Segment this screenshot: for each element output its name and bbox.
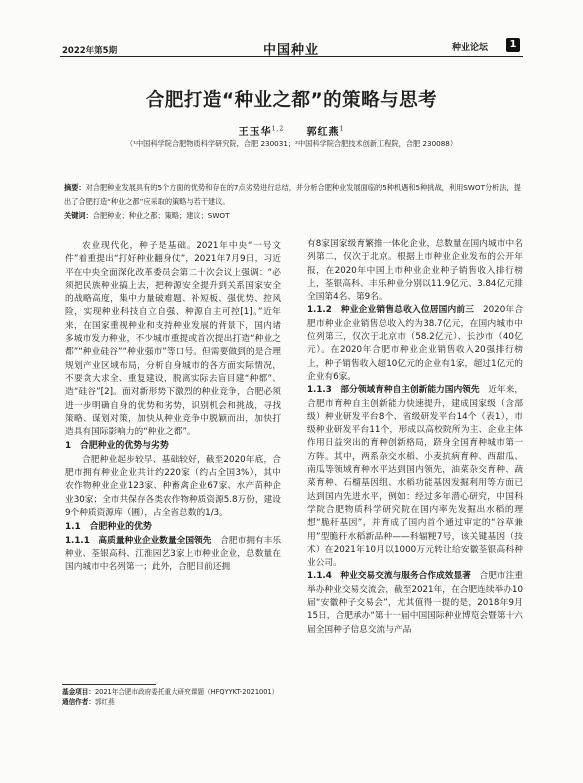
body-text: 合肥市拥有丰乐种业、荃银高科、江淮园艺3家上市种业企业，总数量在国内城市中名列第一；此外，合肥目前还拥 [65,535,282,573]
subsection-heading: 1.1 合肥种业的优势 [65,522,152,533]
corresponding-text: 郭红燕 [94,698,115,706]
journal-name: 中国种业 [263,43,320,58]
abstract-block [64,181,522,223]
author-affil-mark: 1 [339,125,345,133]
body-paragraph [307,384,523,570]
intro-paragraph: 农业现代化，种子是基础。2021年中央“一号文件”着重提出“打好种业翻身仗”，2021年7月9日，习近平在中央全面深化改革委员会第二十次会议上强调：“必须把民族种业搞上去，把种源安全提升到关系国家安全的战略高度，集中力量破难题、补短板、强优势、控风险，实现种业科技自立自强、种源自主可控[1]。”近年来，在国家重视种业和支持种业发展的背景下，国内诸多城市发力种业，不少城市重提或首次提出打造“种业之都”“种业硅谷”“种业强市”等口号。但需要做到的是合理规划产业区域布局，分析自身城市的各方面实际情况，不要贪大求全、重复建设，脱离实际去盲目建“种都”、造“硅谷”[2]。面对新形势下激烈的种业竞争，合肥必须进一步明确自身的优势和劣势，识别机会和挑战，寻找策略、谋划对策，加快从种业竞争中脱颖而出，加快打造具有国际影响力的“种业之都”。 [65,241,281,438]
body-paragraph: 有8家国家级育繁推一体化企业，总数量在国内城市中名列第二，仅次于北京。根据上市种业企业发布的公开年报，在2020年中国上市种业企业种子销售收入排行榜上，荃银高科、丰乐种业分别以11.9亿元、3.84亿元排全国第4名、第9名。 [307,239,523,303]
section-heading: 1 合肥种业的优势与劣势 [65,441,169,452]
issue-label: 2022年第5期 [62,46,118,56]
body-paragraph [65,535,281,575]
body-paragraph [307,304,523,384]
subsubsection-heading: 1.1.1 高质量种业企业数量全国领先 [65,535,212,546]
abstract-paragraph [64,181,522,209]
right-column [307,238,523,637]
corresponding-label: 通信作者： [62,698,95,706]
funding-text: 2021年合肥市政府委托重大研究课题（HFQYYKT-2021001） [94,688,279,696]
page-number-badge: 1 [506,38,520,52]
author-affil-mark: 1,2 [271,125,285,133]
footnote-rule [62,684,156,685]
abstract-label: 摘要： [64,183,86,192]
subsubsection-heading: 1.1.3 部分领域育种自主创新能力国内领先 [307,385,480,396]
article-title: 合肥打造“种业之都”的策略与思考 [145,90,438,111]
keywords-label: 关键词： [64,211,93,220]
keywords-text: 合肥种业；种业之都；策略；建议；SWOT [92,211,230,220]
keywords-paragraph [64,209,522,223]
subsubsection-heading: 1.1.2 种业企业销售总收入位居国内前三 [307,305,475,316]
section-label: 种业论坛 [452,43,489,53]
body-text: 2020年合肥市种业企业销售总收入约为38.7亿元，在国内城市中位列第三，仅次于北京市（58.2亿元）、长沙市（40亿元）。在2020年合肥市种业企业销售收入20强排行榜上，种子销售收入超10亿元的企业有1家，超过1亿元的企业有6家。 [307,305,524,382]
abstract-text: 对合肥种业发展具有的5个方面的优势和存在的7点劣势进行总结，并分析合肥种业发展面临的5种机遇和5种挑战，利用SWOT分析法，提出了合肥打造“种业之都”应采取的策略与若干建议。 [64,183,521,206]
author-name: 郭红燕 [306,127,340,138]
affiliation: （¹中国科学院合肥物质科学研究院，合肥 230031；²中国科学院合肥技术创新工程院，合肥 230088） [125,139,458,148]
body-text: 合肥市注重举办种业交易交流会，截至2021年，在合肥连续举办10届“安徽种子交易会”，尤其值得一提的是，2018年9月15日，合肥承办“第十一届中国国际种业博览会暨第十六届全国种子信息交流与产品 [307,571,524,635]
author-line [0,123,583,138]
author-name: 王玉华 [238,127,272,138]
body-text: 近年来，合肥市育种自主创新能力快速提升，建成国家级（含部级）种业研发平台8个、省级研发平台14个（表1），市级种业研发平台11个，形成以高校院所为主、企业主体作用日益突出的育种创新格局，跻身全国育种城市第一方阵。其中，两系杂交水稻、小麦抗病育种、西甜瓜、南瓜等领域育种水平达到国内领先，油菜杂交育种、蔬菜育种、石榴基因组、水稻功能基因发掘利用等方面已达到国内先进水平，例如：经过多年潜心研究，中国科学院合肥物质科学研究院在国内率先发掘出水稻的理想“脆秆基因”，并育成了国内首个通过审定的“谷草兼用”型脆秆水稻新品种——科辐粳7号，该关键基因（技术）在2021年10月以1000万元转让给安徽荃银高科种业公司。 [307,385,524,569]
footnote [62,687,282,707]
left-column [65,240,281,574]
header-rule [60,56,523,57]
funding-label: 基金项目： [62,688,95,696]
corresponding-author-note [62,697,282,707]
subsubsection-heading: 1.1.4 种业交易交流与服务合作成效显著 [307,571,471,582]
body-paragraph [307,570,523,636]
body-paragraph: 合肥种业起步较早、基础较好，截至2020年底，合肥市拥有种业企业共计约220家（约占全国3%），其中农作物种业企业123家、种畜禽企业67家、水产苗种企业30家；全市共保存各类农作物种质资源5.8万份，建设9个种质资源库（圃），占全省总数的1/3。 [65,454,281,518]
funding-note [62,687,282,697]
